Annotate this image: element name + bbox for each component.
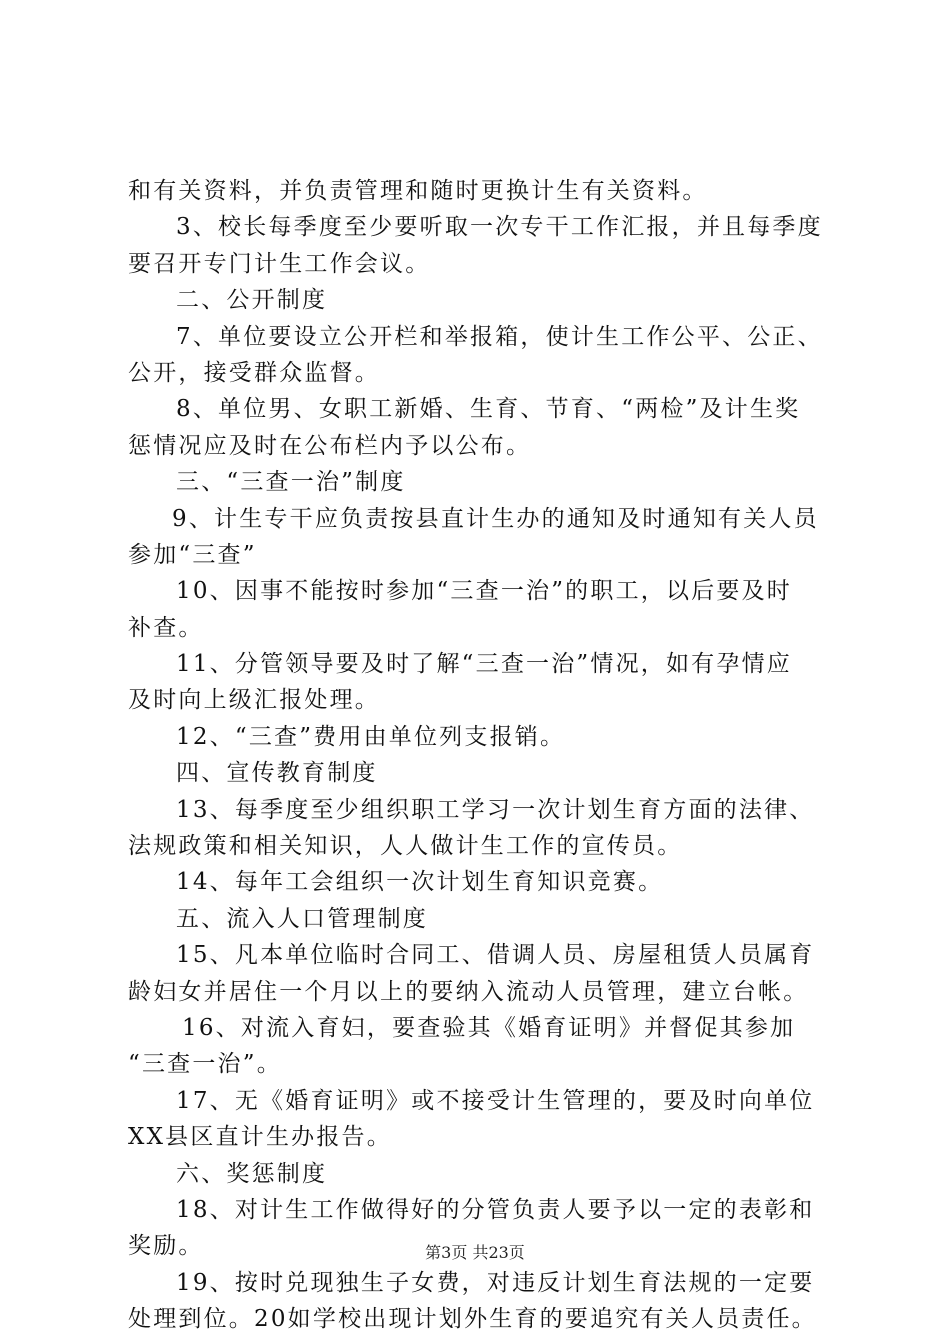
text-line: 处理到位。20如学校出现计划外生育的要追究有关人员责任。 [128, 1306, 817, 1333]
text-line: 19、按时兑现独生子女费，对违反计划生育法规的一定要 [176, 1269, 815, 1296]
text-line: 9、计生专干应负责按县直计生办的通知及时通知有关人员 [172, 505, 819, 532]
text-line: 奖励。 [128, 1233, 204, 1260]
text-line: 17、无《婚育证明》或不接受计生管理的，要及时向单位 [176, 1087, 815, 1114]
text-line: “三查一治”。 [128, 1051, 282, 1078]
section-heading: 六、奖惩制度 [176, 1160, 328, 1187]
text-line: 16、对流入育妇，要查验其《婚育证明》并督促其参加 [182, 1014, 796, 1041]
document-body [128, 173, 833, 1338]
text-line: 10、因事不能按时参加“三查一治”的职工，以后要及时 [176, 578, 792, 605]
text-line: XX县区直计生办报告。 [128, 1124, 392, 1151]
page-footer [0, 1243, 950, 1263]
text-line: 13、每季度至少组织职工学习一次计划生育方面的法律、 [176, 796, 815, 823]
section-heading: 三、“三查一治”制度 [176, 469, 406, 496]
text-line: 要召开专门计生工作会议。 [128, 250, 431, 277]
text-line: 公开，接受群众监督。 [128, 359, 380, 386]
section-heading: 五、流入人口管理制度 [176, 905, 428, 932]
text-line: 龄妇女并居住一个月以上的要纳入流动人员管理，建立台帐。 [128, 978, 809, 1005]
text-line: 15、凡本单位临时合同工、借调人员、房屋租赁人员属育 [176, 942, 815, 969]
text-line: 和有关资料，并负责管理和随时更换计生有关资料。 [128, 178, 708, 204]
text-line: 11、分管领导要及时了解“三查一治”情况，如有孕情应 [176, 651, 792, 678]
text-line: 3、校长每季度至少要听取一次专干工作汇报，并且每季度 [176, 214, 823, 241]
text-line: 14、每年工会组织一次计划生育知识竞赛。 [176, 869, 664, 896]
text-line: 18、对计生工作做得好的分管负责人要予以一定的表彰和 [176, 1196, 815, 1223]
text-line: 补查。 [128, 614, 204, 641]
section-heading: 二、公开制度 [176, 287, 328, 314]
text-line: 参加“三查” [128, 541, 257, 568]
text-line: 7、单位要设立公开栏和举报箱，使计生工作公平、公正、 [176, 323, 823, 350]
section-heading: 四、宣传教育制度 [176, 760, 378, 787]
page-number-label: 第3页 共23页 [425, 1243, 525, 1262]
text-line: 及时向上级汇报处理。 [128, 687, 380, 714]
text-line: 12、“三查”费用由单位列支报销。 [176, 723, 566, 750]
text-line: 8、单位男、女职工新婚、生育、节育、“两检”及计生奖 [176, 396, 801, 423]
text-line: 惩情况应及时在公布栏内予以公布。 [128, 432, 532, 459]
text-line: 法规政策和相关知识，人人做计生工作的宣传员。 [128, 833, 683, 860]
